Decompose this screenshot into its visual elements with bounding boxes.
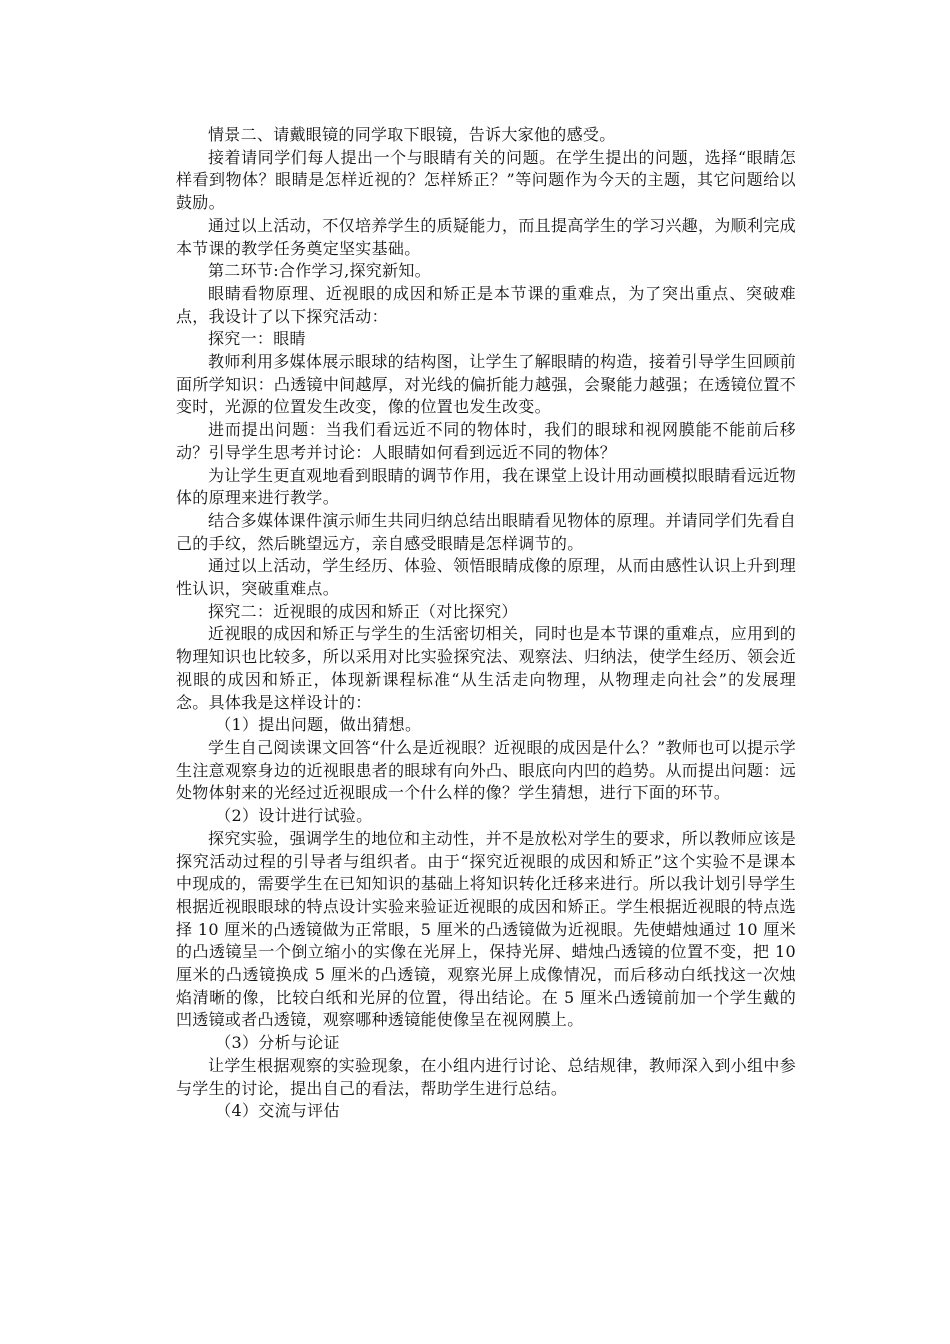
paragraph: 结合多媒体课件演示师生共同归纳总结出眼睛看见物体的原理。并请同学们先看自己的手纹，然后眺望远方，亲自感受眼睛是怎样调节的。 — [176, 510, 796, 553]
step-heading: （2）设计进行试验。 — [215, 806, 373, 826]
step-heading: （4）交流与评估 — [215, 1101, 340, 1121]
step-heading: （1）提出问题，做出猜想。 — [215, 715, 422, 735]
paragraph: 探究实验，强调学生的地位和主动性，并不是放松对学生的要求，所以教师应该是探究活动过程的引导者与组织者。由于“探究近视眼的成因和矫正”这个实验不是课本中现成的，需要学生在已知知识的基础上将知识转化迁移来进行。所以我计划引导学生根据近视眼眼球的特点设计实验来验证近视眼的成因和矫正。学生根据近视眼的特点选择 10 厘米的凸透镜做为正常眼，5 厘米的凸透镜做为近视眼。先使蜡烛通过 10 厘米的凸透镜呈一个倒立缩小的实像在光屏上，保持光屏、蜡烛凸透镜的位置不变，把 10 厘米的凸透镜换成 5 厘米的凸透镜，观察光屏上成像情况，而后移动白纸找这一次烛焰清晰的像，比较白纸和光屏的位置，得出结论。在 5 厘米凸透镜前加一个学生戴的凹透镜或者凸透镜，观察哪种透镜能使像呈在视网膜上。 — [176, 828, 796, 1030]
paragraph: 教师利用多媒体展示眼球的结构图，让学生了解眼睛的构造，接着引导学生回顾前面所学知识：凸透镜中间越厚，对光线的偏折能力越强，会聚能力越强；在透镜位置不变时，光源的位置发生改变，像的位置也发生改变。 — [176, 352, 796, 417]
subsection-heading: 探究一：眼睛 — [208, 329, 306, 349]
paragraph: 近视眼的成因和矫正与学生的生活密切相关，同时也是本节课的重难点，应用到的物理知识也比较多，所以采用对比实验探究法、观察法、归纳法，使学生经历、领会近视眼的成因和矫正，体现新课程标准“从生活走向物理，从物理走向社会”的发展理念。具体我是这样设计的： — [176, 624, 796, 712]
paragraph: 进而提出问题：当我们看远近不同的物体时，我们的眼球和视网膜能不能前后移动？引导学生思考并讨论：人眼睛如何看到远近不同的物体？ — [176, 420, 796, 462]
paragraph: 通过以上活动，不仅培养学生的质疑能力，而且提高学生的学习兴趣，为顺利完成本节课的教学任务奠定坚实基础。 — [176, 215, 796, 258]
section-heading: 第二环节:合作学习,探究新知。 — [208, 261, 431, 281]
paragraph: 学生自己阅读课文回答“什么是近视眼？近视眼的成因是什么？”教师也可以提示学生注意观察身边的近视眼患者的眼球有向外凸、眼底向内凹的趋势。从而提出问题：远处物体射来的光经过近视眼成一个什么样的像？学生猜想，进行下面的环节。 — [176, 737, 796, 803]
step-heading: （3）分析与论证 — [215, 1033, 340, 1053]
subsection-heading: 探究二：近视眼的成因和矫正（对比探究） — [208, 601, 518, 621]
paragraph: 通过以上活动，学生经历、体验、领悟眼睛成像的原理，从而由感性认识上升到理性认识，突破重难点。 — [176, 556, 796, 599]
paragraph: 让学生根据观察的实验现象，在小组内进行讨论、总结规律，教师深入到小组中参与学生的讨论，提出自己的看法，帮助学生进行总结。 — [176, 1055, 796, 1098]
document-page — [176, 124, 796, 1123]
paragraph: 情景二、请戴眼镜的同学取下眼镜，告诉大家他的感受。 — [208, 125, 616, 144]
paragraph: 眼睛看物原理、近视眼的成因和矫正是本节课的重难点，为了突出重点、突破难点，我设计了以下探究活动： — [176, 283, 796, 326]
paragraph: 为让学生更直观地看到眼睛的调节作用，我在课堂上设计用动画模拟眼睛看远近物体的原理来进行教学。 — [176, 465, 796, 508]
paragraph: 接着请同学们每人提出一个与眼睛有关的问题。在学生提出的问题，选择“眼睛怎样看到物体？眼睛是怎样近视的？怎样矫正？”等问题作为今天的主题，其它问题给以鼓励。 — [176, 147, 796, 213]
